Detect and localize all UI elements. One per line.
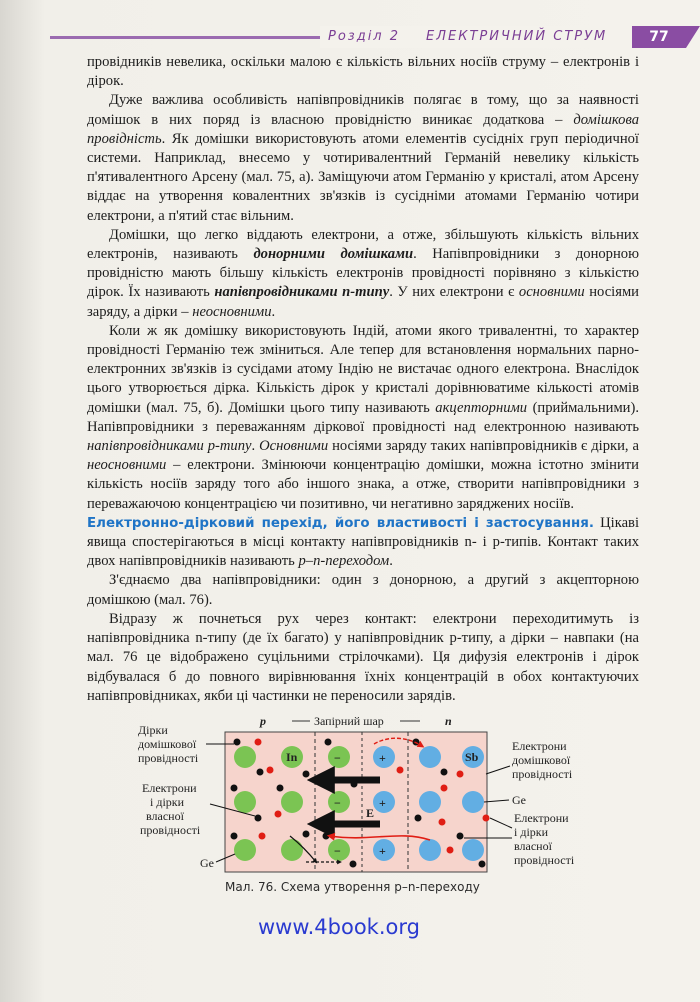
label-line: провідності [512, 767, 573, 781]
minus-sign: − [334, 796, 341, 810]
antimony-symbol: Sb [465, 750, 479, 764]
label-line: власної [514, 839, 552, 853]
page-number: 77 [632, 26, 686, 48]
label-line: провідності [140, 823, 201, 837]
ge-atom [281, 791, 303, 813]
label-line: Електрони [514, 811, 569, 825]
text-run: – електрони. Змінюючи концентрацію домішки, можна істотно змінити кількість носіїв заряду того або іншого знака, а отже, створити напівпровідники з переважаючою концентрацією чи позитивно, чи негативно заряджених носіїв. [87, 457, 639, 512]
paragraph-4 [87, 322, 639, 514]
running-head [320, 26, 641, 48]
leader-line [484, 800, 509, 802]
electron [323, 833, 330, 840]
subheading: Електронно-дірковий перехід, його властивості і застосування. [87, 515, 594, 531]
hole [447, 847, 454, 854]
paragraph-7 [87, 610, 639, 706]
minus-sign: − [334, 751, 341, 765]
electron [303, 771, 310, 778]
electron [257, 769, 264, 776]
text-run: (приймальними). Напівпровідники з переважанням діркової провідності над електронною називають [87, 399, 640, 435]
electron [255, 815, 262, 822]
text-run: Домішки, що легко віддають електрони, а отже, збільшують кількість вільних електронів, називають [87, 226, 639, 263]
text-run: . У них електрони є [389, 284, 515, 301]
electron [303, 831, 310, 838]
electron [441, 769, 448, 776]
paragraph-5 [87, 514, 639, 572]
electron [350, 861, 357, 868]
barrier-label: Запірний шар [314, 714, 384, 728]
paragraph-6 [87, 571, 639, 609]
leader-line [490, 818, 512, 828]
term: основними [518, 284, 585, 301]
electron [234, 739, 241, 746]
hole [275, 811, 282, 818]
plus-sign: + [379, 796, 386, 810]
section-label: Розділ 2 [328, 29, 401, 44]
electron [277, 785, 284, 792]
text-run: Дуже важлива особливість напівпровідників полягає в тому, що за наявності домішок в них поряд із власною провідністю виникає додаткова – [87, 92, 639, 128]
ge-atom [419, 839, 441, 861]
text-run: Коли ж як домішку використовують Індій, атоми якого тривалентні, то характер провідності Германію теж зміниться. Але тепер для встановлення нормальних парно-електронних зв'язків із сусідами атому Індію не вистачає одного електрона. Внаслідок цього утворюється дірка. Кількість дірок у кристалі дорівнюватиме кількості атомів домішки (мал. 75, б). Домішки цього типу називають [87, 322, 639, 416]
plus-sign: + [379, 751, 386, 765]
label-line: домішкової [512, 753, 571, 767]
ge-left-label: Ge [200, 856, 214, 870]
label-line: домішкової [138, 737, 197, 751]
text-run: Відразу ж почнеться рух через контакт: електрони переходитимуть із напівпровідника n-типу (де їх багато) у напівпровідник p-типу, а дірки – навпаки (на мал. 76 це відображено суцільними стрілочками). Ця дифузія електронів і дірок відбувалася б до повного вирівнювання їхніх концентрацій в обох контактуючих напівпровідниках, якби ці частинки не переносили зарядів. [87, 610, 639, 704]
electrons-dopant-label [512, 739, 573, 781]
label-line: і дірки [514, 825, 549, 839]
hole [267, 767, 274, 774]
text-run: . [271, 303, 276, 320]
indium-symbol: In [286, 750, 298, 764]
term: акцепторними [435, 399, 528, 416]
electron [415, 815, 422, 822]
hole [483, 815, 490, 822]
electron [457, 833, 464, 840]
holes-dopant-label [138, 723, 199, 765]
hole [439, 819, 446, 826]
label-line: провідності [514, 853, 575, 867]
text-run: З'єднаємо два напівпровідники: один з донорною, а другий з акцепторною домішкою (мал. 76). [87, 572, 639, 608]
ge-atom [419, 746, 441, 768]
label-line: провідності [138, 751, 199, 765]
field-symbol: E [366, 806, 375, 820]
term: напівпровідниками n-типу [214, 284, 390, 301]
paragraph-1 [87, 53, 639, 91]
ge-atom [234, 839, 256, 861]
label-line: Дірки [138, 723, 168, 737]
intrinsic-carriers-right-label [514, 811, 575, 867]
label-line: власної [146, 809, 184, 823]
term: неосновними [192, 303, 272, 320]
body-text [87, 53, 639, 706]
page-header [0, 26, 700, 48]
ge-atom [234, 791, 256, 813]
chapter-title: ЕЛЕКТРИЧНИЙ СТРУМ [426, 29, 608, 44]
hole [457, 771, 464, 778]
term: p–n-переходом [298, 553, 390, 570]
text-run: . Напівпровідники з донорною провідністю мають більшу кількість електронів провідності порівняно з кількістю дірок. Їх називають [87, 246, 639, 301]
pn-junction-figure [130, 712, 600, 902]
label-line: Електрони [512, 739, 567, 753]
text-run: Цікаві явища спостерігаються в місці контакту напівпровідників n- і p-типів. Контакт таких двох напівпровідників називають [87, 514, 639, 570]
electron [231, 833, 238, 840]
leader-line [486, 766, 510, 774]
ge-atom [281, 839, 303, 861]
hole [441, 785, 448, 792]
text-run: . Як домішки використовують атоми елементів сусідніх груп періодичної системи. Наприклад, внесемо у чотиривалентний Германій невелику кількість п'ятивалентного Арсену (мал. 75, а). Заміщуючи атом Германію у кристалі, атом Арсену віддає на утворення ковалентних зв'язків із сусідніми атомами Германію чотири електрони, а п'ятий стає вільним. [87, 130, 639, 224]
watermark-link[interactable]: www.4book.org [258, 915, 420, 939]
n-region-label: n [445, 714, 452, 728]
paragraph-3 [87, 226, 639, 322]
text-run: провідників невелика, оскільки малою є кількість вільних носіїв струму – електронів і дірок. [87, 54, 639, 90]
paragraph-2 [87, 91, 639, 225]
text-run: . [251, 438, 256, 455]
label-line: Електрони [142, 781, 197, 795]
plus-sign: + [379, 844, 386, 858]
term: Основними [259, 438, 329, 455]
electron [479, 861, 486, 868]
ge-atom [419, 791, 441, 813]
hole [397, 767, 404, 774]
label-line: і дірки [150, 795, 185, 809]
ge-atom [234, 746, 256, 768]
electron [325, 739, 332, 746]
term: напівпровідниками p-типу [87, 438, 252, 455]
ge-atom [462, 791, 484, 813]
intrinsic-carriers-left-label [140, 781, 201, 837]
term: донорними домішками [253, 246, 414, 263]
p-region-label: p [260, 714, 266, 728]
hole [259, 833, 266, 840]
text-run: . [389, 553, 393, 570]
text-run: носіями заряду, а дірки – [87, 284, 639, 320]
electron [231, 785, 238, 792]
minus-sign: − [334, 844, 341, 858]
figure-caption: Мал. 76. Схема утворення p–n-переходу [225, 880, 480, 894]
term: неосновними [87, 457, 167, 474]
hole [255, 739, 262, 746]
term: домішкова провідність [87, 111, 639, 147]
ge-atom [462, 839, 484, 861]
ge-right-label: Ge [512, 793, 526, 807]
text-run: носіями заряду таких напівпровідників є дірки, а [332, 438, 639, 455]
